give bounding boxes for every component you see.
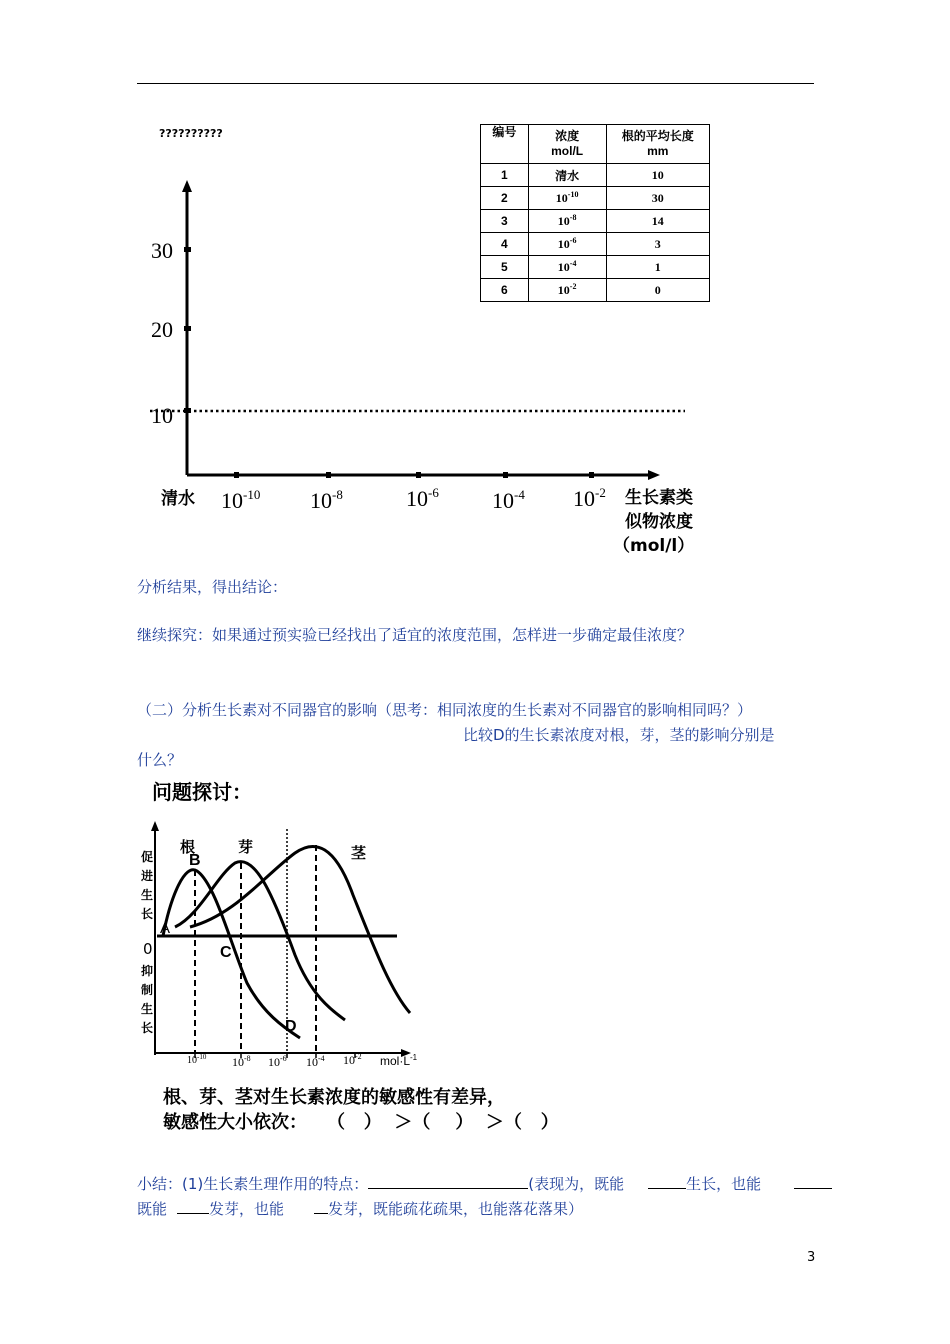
zero-label: 0 xyxy=(143,940,153,958)
y-tick-label: 10 xyxy=(151,403,173,428)
x-axis-arrow xyxy=(648,470,660,480)
table-cell: 2 xyxy=(481,187,529,210)
blank-underline[interactable] xyxy=(368,1188,528,1189)
table-cell: 1 xyxy=(606,256,710,279)
table-header-cell: 编号 xyxy=(481,125,529,164)
table-cell: 清水 xyxy=(528,164,606,187)
bud-curve xyxy=(175,862,345,1020)
table-cell: $10^{-4}$ xyxy=(528,256,606,279)
table-row xyxy=(481,233,710,256)
point-b: B xyxy=(189,852,201,869)
table-cell: 1 xyxy=(481,164,529,187)
x-axis-label-line: 生长素类 xyxy=(625,488,693,508)
blank-underline[interactable] xyxy=(314,1213,328,1214)
table-row xyxy=(481,279,710,302)
table-cell: 10 xyxy=(606,164,710,187)
table-row xyxy=(481,187,710,210)
section2-question: 比较D的生长素浓度对根，芽，茎的影响分别是 xyxy=(463,726,775,744)
header-rule xyxy=(137,83,814,84)
curve-label-stem: 茎 xyxy=(351,844,367,862)
x-tick-5 xyxy=(589,472,594,478)
table-row xyxy=(481,210,710,233)
table-cell: 30 xyxy=(606,187,710,210)
x-tick-label: 清水 xyxy=(161,489,195,509)
table-cell: 6 xyxy=(481,279,529,302)
table-cell: $10^{-6}$ xyxy=(528,233,606,256)
table-cell: $10^{-2}$ xyxy=(528,279,606,302)
sensitivity-order: 敏感性大小依次： （ ） ＞（ ） ＞（ ） xyxy=(163,1112,559,1133)
x-axis-label-line: （mol/l） xyxy=(613,536,695,556)
point-a: A xyxy=(160,920,171,937)
discussion-title: 问题探讨： xyxy=(152,780,252,804)
sensitivity-statement: 根、芽、茎对生长素浓度的敏感性有差异， xyxy=(163,1087,505,1108)
x-tick-label: $10^{-4}$ xyxy=(306,1054,325,1069)
x-tick-4 xyxy=(503,472,508,478)
table-header-cell: 根的平均长度 mm xyxy=(606,125,710,164)
page-number: 3 xyxy=(807,1250,816,1265)
table-cell: $10^{-8}$ xyxy=(528,210,606,233)
blank-underline[interactable] xyxy=(648,1188,686,1189)
section2-question-end: 什么？ xyxy=(137,751,183,769)
summary-line-2: 既能 发芽，也能 发芽，既能疏花疏果，也能落花落果） xyxy=(137,1200,584,1218)
x-tick-label: $10^{-10}$ xyxy=(187,1053,207,1066)
x-tick-label: $10^{-6}$ xyxy=(406,485,439,511)
table-header-row xyxy=(481,125,710,164)
summary-line-1: 小结：(1)生长素生理作用的特点： (表现为，既能 生长，也能 xyxy=(137,1173,832,1194)
y-axis-arrow xyxy=(182,180,192,192)
y-label-inhibit: 抑 制 生 长 xyxy=(141,964,154,1035)
x-tick-label: $10^{-2}$ xyxy=(343,1052,362,1067)
curve-label-root: 根 xyxy=(180,838,196,856)
point-d: D xyxy=(285,1018,297,1035)
y-tick-30 xyxy=(184,247,191,252)
table-cell: 3 xyxy=(481,210,529,233)
x-tick-label: $10^{-10}$ xyxy=(221,487,261,513)
blank-underline[interactable] xyxy=(794,1188,832,1189)
y-label-promote: 促 进 生 长 xyxy=(141,850,154,921)
continue-prompt: 继续探究：如果通过预实验已经找出了适宜的浓度范围，怎样进一步确定最佳浓度？ xyxy=(137,626,693,644)
table-row xyxy=(481,256,710,279)
table-row xyxy=(481,164,710,187)
table-cell: 0 xyxy=(606,279,710,302)
x-tick-label: $10^{-8}$ xyxy=(232,1054,251,1069)
stem-curve xyxy=(190,846,410,1013)
point-c: C xyxy=(220,944,232,961)
x-tick-1 xyxy=(234,472,239,478)
x-axis-label-line: 似物浓度 xyxy=(625,512,693,532)
table-cell: 5 xyxy=(481,256,529,279)
x-tick-label: $10^{-8}$ xyxy=(310,487,343,513)
table-cell: $10^{-10}$ xyxy=(528,187,606,210)
x-tick-label: $10^{-2}$ xyxy=(573,485,606,511)
table-cell: 14 xyxy=(606,210,710,233)
analysis-prompt: 分析结果，得出结论： xyxy=(137,578,288,596)
x-tick-label: $10^{-4}$ xyxy=(492,487,525,513)
x-tick-3 xyxy=(416,472,421,478)
table-cell: 4 xyxy=(481,233,529,256)
x-tick-2 xyxy=(326,472,331,478)
concentration-table xyxy=(480,124,710,302)
x-axis-unit: $mol\cdot L^{-1}$ xyxy=(380,1053,418,1068)
section2-heading: （二）分析生长素对不同器官的影响（思考：相同浓度的生长素对不同器官的影响相同吗？） xyxy=(137,701,753,719)
table-header-cell: 浓度 mol/L xyxy=(528,125,606,164)
y-axis-arrow xyxy=(151,821,159,831)
blank-underline[interactable] xyxy=(177,1213,209,1214)
x-axis-label xyxy=(613,486,693,558)
y-tick-20 xyxy=(184,326,191,331)
y-tick-label: 30 xyxy=(151,238,173,263)
sensitivity-blanks: （ ） ＞（ ） ＞（ ） xyxy=(327,1112,559,1133)
y-axis-label: ?????????? xyxy=(159,127,223,140)
x-tick-label: $10^{-6}$ xyxy=(268,1054,287,1069)
curve-label-bud: 芽 xyxy=(238,838,254,856)
y-tick-label: 20 xyxy=(151,317,173,342)
table-cell: 3 xyxy=(606,233,710,256)
